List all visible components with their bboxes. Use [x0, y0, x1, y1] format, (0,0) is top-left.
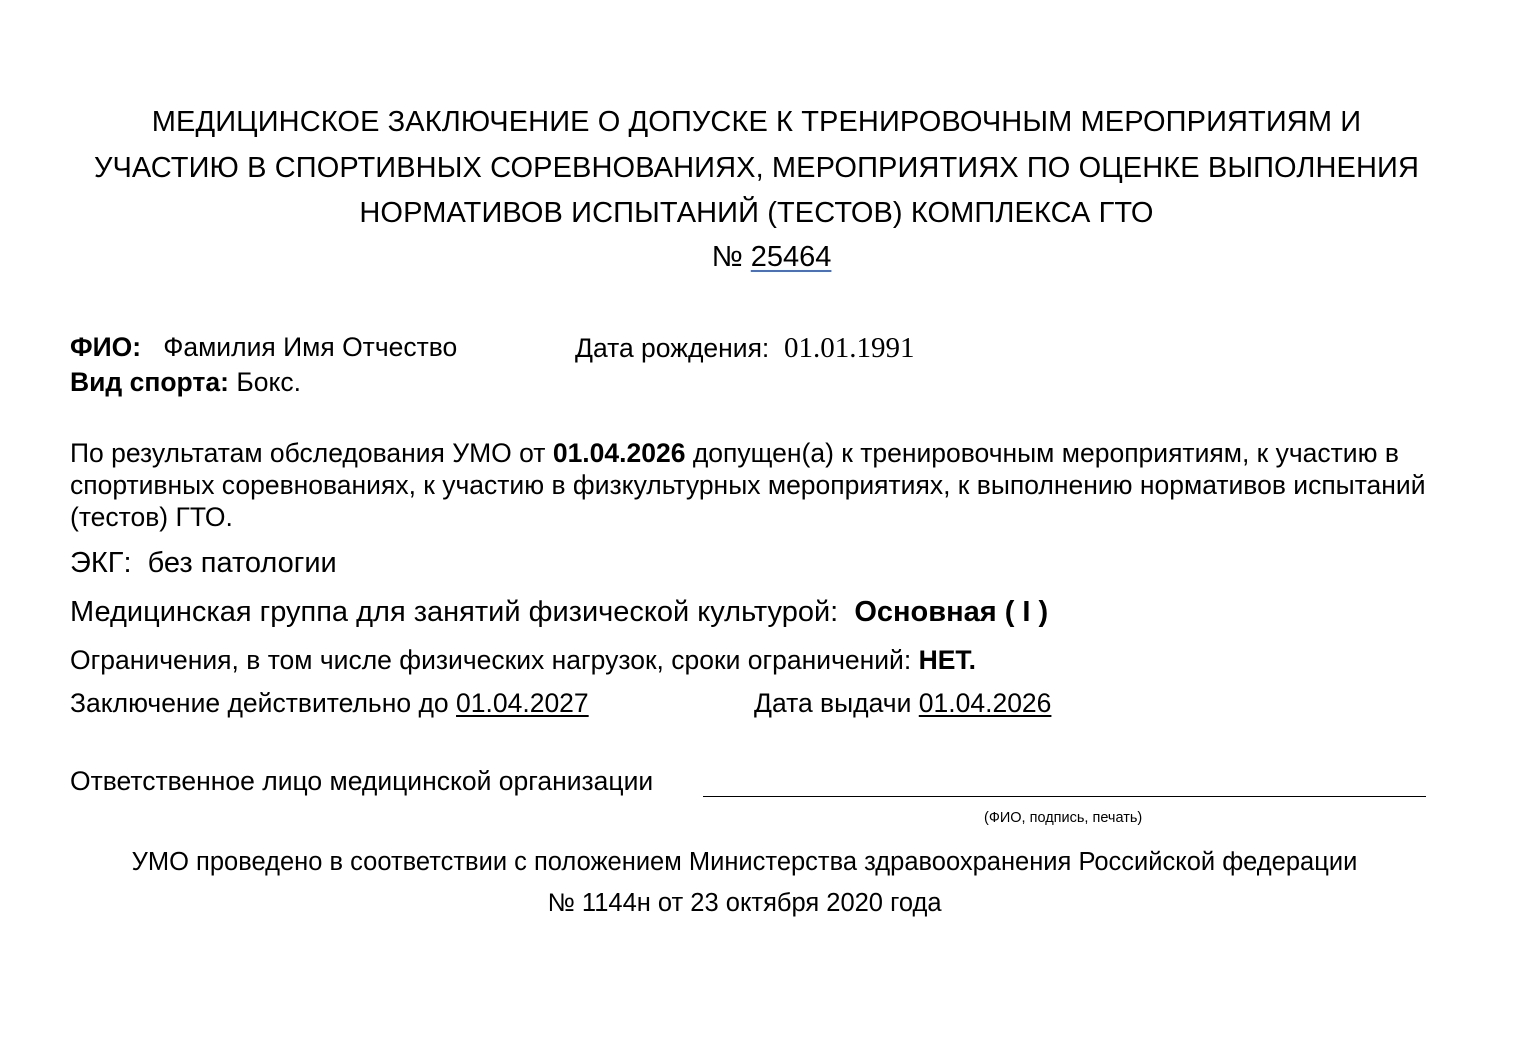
dob-label: Дата рождения: — [575, 333, 770, 363]
signature-line — [703, 796, 1426, 797]
number-value: 25464 — [750, 241, 832, 273]
medical-group-value: Основная ( I ) — [854, 596, 1049, 628]
title-line-1: МЕДИЦИНСКОЕ ЗАКЛЮЧЕНИЕ О ДОПУСКЕ К ТРЕНИРОВОЧНЫМ МЕРОПРИЯТИЯМ И — [151, 106, 1362, 138]
valid-until-value: 01.04.2027 — [456, 688, 589, 718]
restrictions-row — [70, 645, 976, 676]
title-line-2: УЧАСТИЮ В СПОРТИВНЫХ СОРЕВНОВАНИЯХ, МЕРОПРИЯТИЯХ ПО ОЦЕНКЕ ВЫПОЛНЕНИЯ — [93, 151, 1420, 184]
medical-group-row — [70, 596, 1048, 629]
number-sign: № — [711, 241, 743, 273]
footer-note — [0, 842, 1489, 924]
validity-row — [70, 688, 1052, 719]
sport-value: Бокс. — [236, 367, 301, 397]
exam-date: 01.04.2026 — [552, 438, 686, 468]
signature-caption: (ФИО, подпись, печать) — [984, 810, 1143, 826]
footer-line-2: № 1144н от 23 октября 2020 года — [547, 889, 942, 917]
conclusion-paragraph — [70, 437, 1490, 533]
signature-label: Ответственное лицо медицинской организации — [70, 766, 654, 796]
title-line-3: НОРМАТИВОВ ИСПЫТАНИЙ (ТЕСТОВ) КОМПЛЕКСА ГТО — [359, 197, 1154, 229]
ecg-row — [70, 547, 337, 580]
sport-label: Вид спорта: — [70, 367, 229, 397]
ecg-value: без патологии — [147, 547, 337, 579]
medical-group-label: Медицинская группа для занятий физической культурой: — [70, 596, 839, 628]
fio-label: ФИО: — [70, 332, 142, 362]
fio-row — [70, 332, 915, 364]
dob-field — [575, 332, 915, 365]
signature-row — [70, 766, 653, 797]
fio-value: Фамилия Имя Отчество — [163, 332, 458, 362]
valid-until-label: Заключение действительно до — [70, 688, 449, 718]
document-title — [40, 100, 1473, 237]
sport-row — [70, 367, 301, 398]
issue-date-field — [754, 688, 1051, 719]
ecg-label: ЭКГ: — [70, 547, 132, 579]
restrictions-label: Ограничения, в том числе физических нагрузок, сроки ограничений: — [70, 645, 912, 675]
conclusion-text-end: допущен(а) к тренировочным мероприятиям, к участию в спортивных соревнованиях, к участию в физкультурных мероприятиях, к выполнению нормативов испытаний (тестов) ГТО. — [70, 438, 1426, 532]
conclusion-text-start: По результатам обследования УМО от — [70, 438, 546, 468]
issue-date-value: 01.04.2026 — [918, 688, 1052, 718]
document-number — [0, 237, 1513, 277]
issue-date-label: Дата выдачи — [754, 688, 912, 718]
restrictions-value: НЕТ. — [918, 645, 976, 675]
footer-line-1: УМО проведено в соответствии с положением Министерства здравоохранения Российской федерации — [131, 848, 1358, 876]
dob-value: 01.01.1991 — [784, 332, 915, 364]
